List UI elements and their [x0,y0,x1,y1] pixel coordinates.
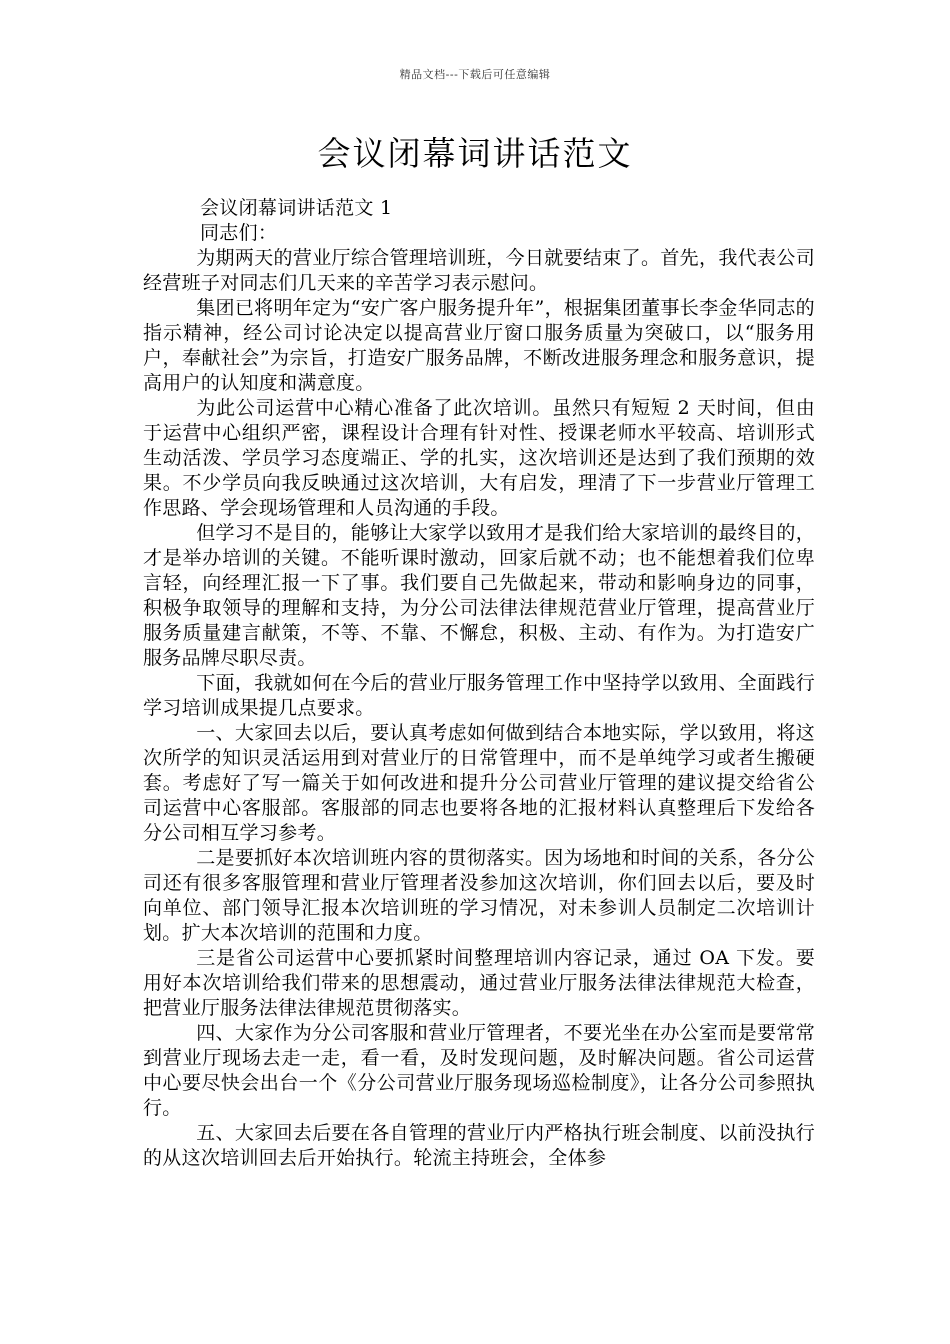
subtitle: 会议闭幕词讲话范文 1 [200,197,393,219]
paragraph: 三是省公司运营中心要抓紧时间整理培训内容记录，通过 OA 下发。要用好本次培训给我们带来的思想震动，通过营业厅服务法律法律规范大检查，把营业厅服务法律法律规范贯彻落实。 [143,947,815,1019]
paragraph: 二是要抓好本次培训班内容的贯彻落实。因为场地和时间的关系，各分公司还有很多客服管理和营业厅管理者没参加这次培训，你们回去以后，要及时向单位、部门领导汇报本次培训班的学习情况，对未参训人员制定二次培训计划。扩大本次培训的范围和力度。 [143,847,815,944]
paragraph: 四、大家作为分公司客服和营业厅管理者，不要光坐在办公室而是要常常到营业厅现场去走一走，看一看，及时发现问题，及时解决问题。省公司运营中心要尽快会出台一个《分公司营业厅服务现场巡检制度》，让各分公司参照执行。 [143,1022,815,1119]
document-body [143,196,815,1171]
paragraph: 为此公司运营中心精心准备了此次培训。虽然只有短短 2 天时间，但由于运营中心组织严密，课程设计合理有针对性、授课老师水平较高、培训形式生动活泼、学员学习态度端正、学的扎实，这次培训还是达到了我们预期的效果。不少学员向我反映通过这次培训，大有启发，理清了下一步营业厅管理工作思路、学会现场管理和人员沟通的手段。 [143,397,815,519]
paragraph: 下面，我就如何在今后的营业厅服务管理工作中坚持学以致用、全面践行学习培训成果提几点要求。 [143,672,815,719]
paragraph: 一、大家回去以后，要认真考虑如何做到结合本地实际，学以致用，将这次所学的知识灵活运用到对营业厅的日常管理中，而不是单纯学习或者生搬硬套。考虑好了写一篇关于如何改进和提升分公司营业厅管理的建议提交给省公司运营中心客服部。客服部的同志也要将各地的汇报材料认真整理后下发给各分公司相互学习参考。 [143,722,815,844]
paragraph: 但学习不是目的，能够让大家学以致用才是我们给大家培训的最终目的，才是举办培训的关键。不能听课时激动，回家后就不动；也不能想着我们位卑言轻，向经理汇报一下了事。我们要自己先做起来，带动和影响身边的同事，积极争取领导的理解和支持，为分公司法律法律规范营业厅管理，提高营业厅服务质量建言献策，不等、不靠、不懈怠，积极、主动、有作为。为打造安广服务品牌尽职尽责。 [143,522,815,669]
document-title: 会议闭幕词讲话范文 [317,134,633,173]
paragraph: 五、大家回去后要在各自管理的营业厅内严格执行班会制度、以前没执行的从这次培训回去后开始执行。轮流主持班会，全体参 [143,1122,815,1169]
header-note: 精品文档---下载后可任意编辑 [399,68,551,81]
paragraph: 集团已将明年定为“安广客户服务提升年”，根据集团董事长李金华同志的指示精神，经公司讨论决定以提高营业厅窗口服务质量为突破口，以“服务用户，奉献社会”为宗旨，打造安广服务品牌，不断改进服务理念和服务意识，提高用户的认知度和满意度。 [143,297,815,394]
paragraph: 为期两天的营业厅综合管理培训班，今日就要结束了。首先，我代表公司经营班子对同志们几天来的辛苦学习表示慰问。 [143,247,815,294]
greeting: 同志们： [200,222,278,244]
